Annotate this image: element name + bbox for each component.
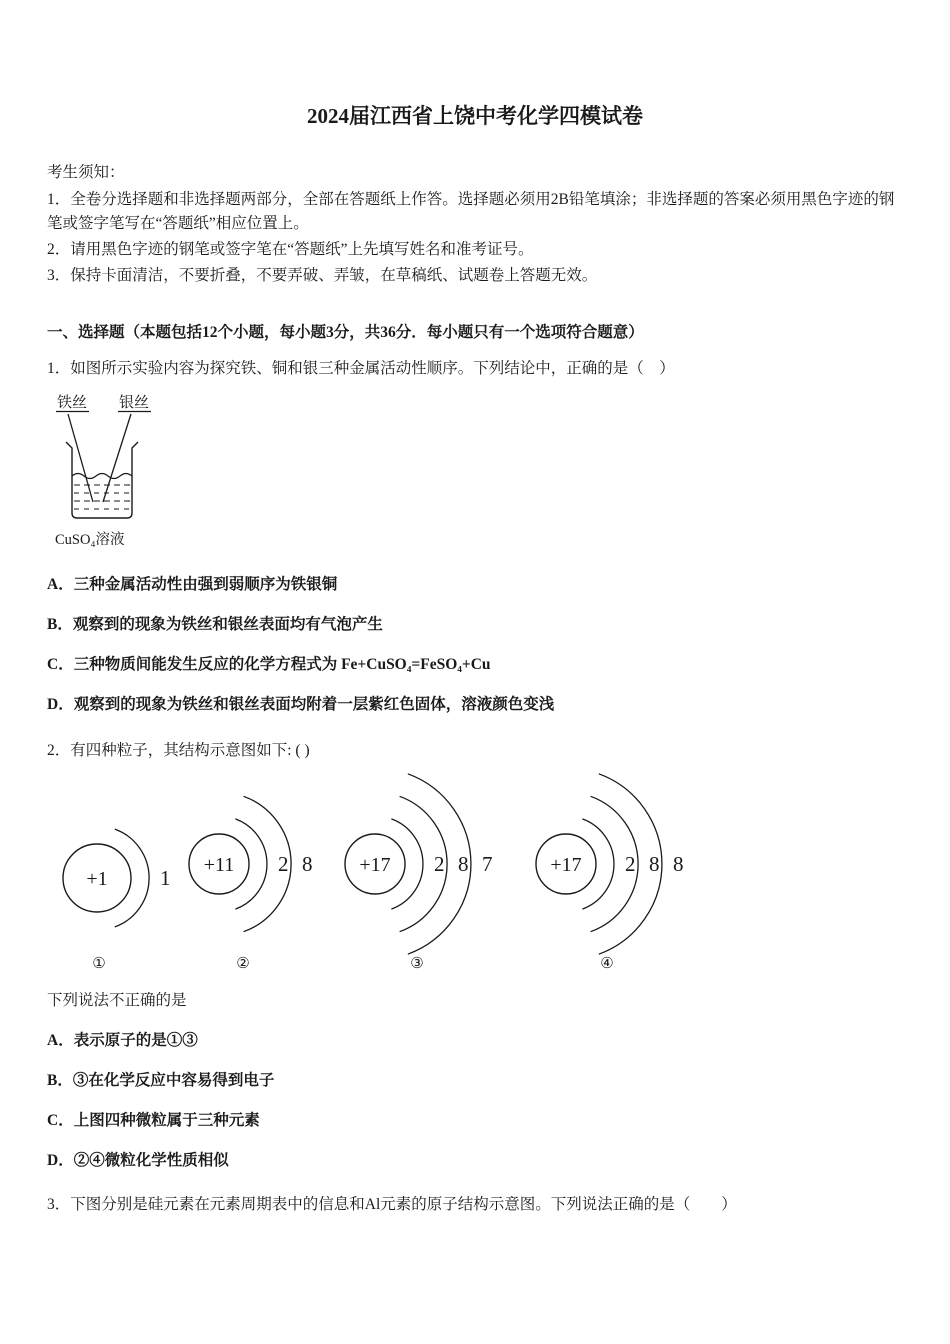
q2-followup: 下列说法不正确的是 bbox=[47, 992, 187, 1010]
shell-electron-count: 2 bbox=[278, 852, 289, 877]
particle-number-label: ④ bbox=[600, 954, 614, 973]
question-3-stem: 3．下图分别是硅元素在元素周期表中的信息和Al元素的原子结构示意图。下列说法正确的是（ ） bbox=[47, 1196, 737, 1214]
q2-option-b: B．③在化学反应中容易得到电子 bbox=[47, 1072, 275, 1090]
silver-wire bbox=[103, 414, 131, 502]
shell-electron-count: 2 bbox=[625, 852, 636, 877]
shell-electron-count: 7 bbox=[482, 852, 493, 877]
solution-label: CuSO₄溶液 bbox=[55, 532, 125, 549]
shell-electron-count: 8 bbox=[673, 852, 684, 877]
page-title: 2024届江西省上饶中考化学四模试卷 bbox=[307, 104, 643, 128]
nucleus-charge: +1 bbox=[86, 868, 108, 891]
particle-number-label: ② bbox=[236, 954, 250, 973]
electron-shell-arc bbox=[115, 829, 149, 927]
iron-wire-label: 铁丝 bbox=[57, 395, 88, 412]
q2-option-a: A．表示原子的是①③ bbox=[47, 1032, 198, 1050]
notice-item-3: 3．保持卡面清洁，不要折叠，不要弄破、弄皱，在草稿纸、试题卷上答题无效。 bbox=[47, 267, 598, 285]
shell-electron-count: 8 bbox=[458, 852, 469, 877]
shell-electron-count: 8 bbox=[302, 852, 313, 877]
q2-option-d: D．②④微粒化学性质相似 bbox=[47, 1152, 229, 1170]
electron-shell-arc bbox=[582, 819, 614, 909]
silver-wire-label: 银丝 bbox=[119, 395, 150, 412]
electron-shell-arc bbox=[391, 819, 423, 909]
question-2-stem: 2．有四种粒子，其结构示意图如下: ( ) bbox=[47, 742, 310, 760]
q1-option-d: D．观察到的现象为铁丝和银丝表面均附着一层紫红色固体，溶液颜色变浅 bbox=[47, 696, 555, 714]
shell-electron-count: 1 bbox=[160, 866, 171, 891]
q1-option-c: C．三种物质间能发生反应的化学方程式为 Fe+CuSO₄=FeSO₄+Cu bbox=[47, 656, 491, 674]
beaker-outline bbox=[66, 442, 138, 518]
q1-option-b: B．观察到的现象为铁丝和银丝表面均有气泡产生 bbox=[47, 616, 383, 634]
nucleus-charge: +11 bbox=[203, 854, 235, 877]
notice-item-1: 1．全卷分选择题和非选择题两部分，全部在答题纸上作答。选择题必须用2B铅笔填涂；非选择题的答案必须用黑色字迹的钢笔或签字笔写在“答题纸”相应位置上。 bbox=[47, 191, 895, 233]
electron-shell-arc bbox=[235, 819, 267, 909]
q2-option-c: C．上图四种微粒属于三种元素 bbox=[47, 1112, 260, 1130]
q1-option-a: A．三种金属活动性由强到弱顺序为铁银铜 bbox=[47, 576, 338, 594]
particle-number-label: ③ bbox=[410, 954, 424, 973]
notice-heading: 考生须知： bbox=[47, 164, 125, 181]
shell-electron-count: 8 bbox=[649, 852, 660, 877]
shell-electron-count: 2 bbox=[434, 852, 445, 877]
nucleus-charge: +17 bbox=[359, 854, 391, 877]
liquid-surface bbox=[72, 474, 132, 479]
nucleus-charge: +17 bbox=[550, 854, 582, 877]
particle-structure-diagrams bbox=[57, 766, 917, 978]
question-1-stem: 1．如图所示实验内容为探究铁、铜和银三种金属活动性顺序。下列结论中，正确的是（ ） bbox=[47, 360, 675, 378]
beaker-diagram bbox=[55, 392, 235, 554]
particle-number-label: ① bbox=[92, 954, 106, 973]
section-1-heading: 一、选择题（本题包括12个小题，每小题3分，共36分．每小题只有一个选项符合题意） bbox=[47, 324, 644, 342]
notice-item-2: 2．请用黑色字迹的钢笔或签字笔在“答题纸”上先填写姓名和准考证号。 bbox=[47, 241, 534, 259]
